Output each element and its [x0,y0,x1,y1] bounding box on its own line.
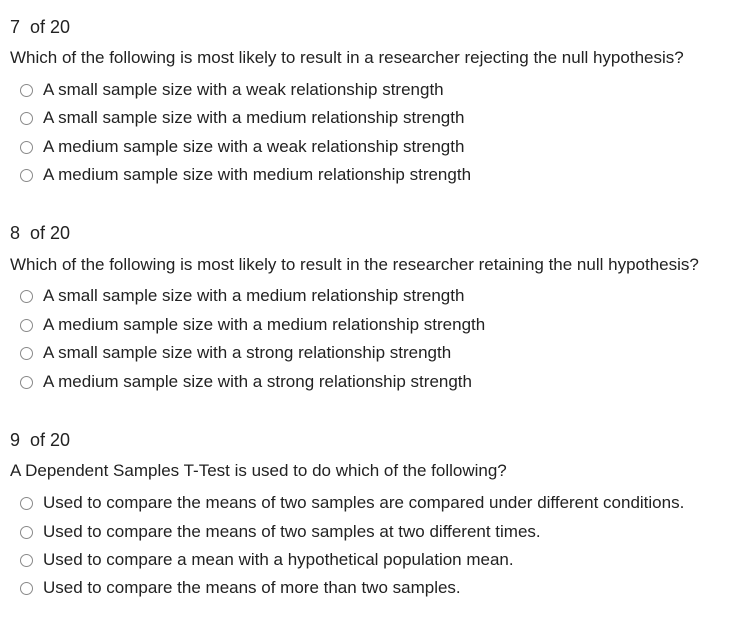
radio-button[interactable] [20,319,33,332]
answer-label: A medium sample size with medium relationship strength [43,165,472,184]
radio-button[interactable] [20,376,33,389]
answer-label: A small sample size with a medium relationship strength [43,286,465,305]
radio-button[interactable] [20,290,33,303]
answer-option[interactable] [20,284,464,308]
question-text: Which of the following is most likely to result in a researcher rejecting the null hypothesis? [10,48,684,67]
answer-label: Used to compare the means of two samples are compared under different conditions. [43,493,685,512]
radio-button[interactable] [20,526,33,539]
question-counter: 7 of 20 [10,17,71,37]
answer-label: Used to compare the means of two samples at two different times. [43,522,541,541]
answer-option[interactable] [20,313,485,337]
answer-label: A small sample size with a strong relationship strength [43,343,452,362]
answer-option[interactable] [20,78,444,102]
answer-option[interactable] [20,576,461,600]
radio-button[interactable] [20,582,33,595]
answer-option[interactable] [20,491,684,515]
answer-option[interactable] [20,370,472,394]
radio-button[interactable] [20,84,33,97]
answer-option[interactable] [20,520,541,544]
answer-label: A medium sample size with a weak relationship strength [43,137,465,156]
answer-option[interactable] [20,135,464,159]
answer-label: Used to compare the means of more than two samples. [43,578,461,597]
radio-button[interactable] [20,112,33,125]
radio-button[interactable] [20,554,33,567]
answer-option[interactable] [20,548,514,572]
radio-button[interactable] [20,141,33,154]
question-counter: 8 of 20 [10,223,71,243]
answer-option[interactable] [20,341,451,365]
radio-button[interactable] [20,169,33,182]
answer-label: A small sample size with a weak relationship strength [43,80,444,99]
question-counter: 9 of 20 [10,430,71,450]
answer-option[interactable] [20,163,471,187]
answer-label: Used to compare a mean with a hypothetical population mean. [43,550,514,569]
question-text: A Dependent Samples T-Test is used to do which of the following? [10,461,507,480]
answer-label: A medium sample size with a medium relationship strength [43,315,486,334]
radio-button[interactable] [20,497,33,510]
answer-label: A medium sample size with a strong relationship strength [43,372,472,391]
radio-button[interactable] [20,347,33,360]
answer-option[interactable] [20,106,464,130]
question-text: Which of the following is most likely to result in the researcher retaining the null hypothesis? [10,255,699,274]
answer-label: A small sample size with a medium relationship strength [43,108,465,127]
